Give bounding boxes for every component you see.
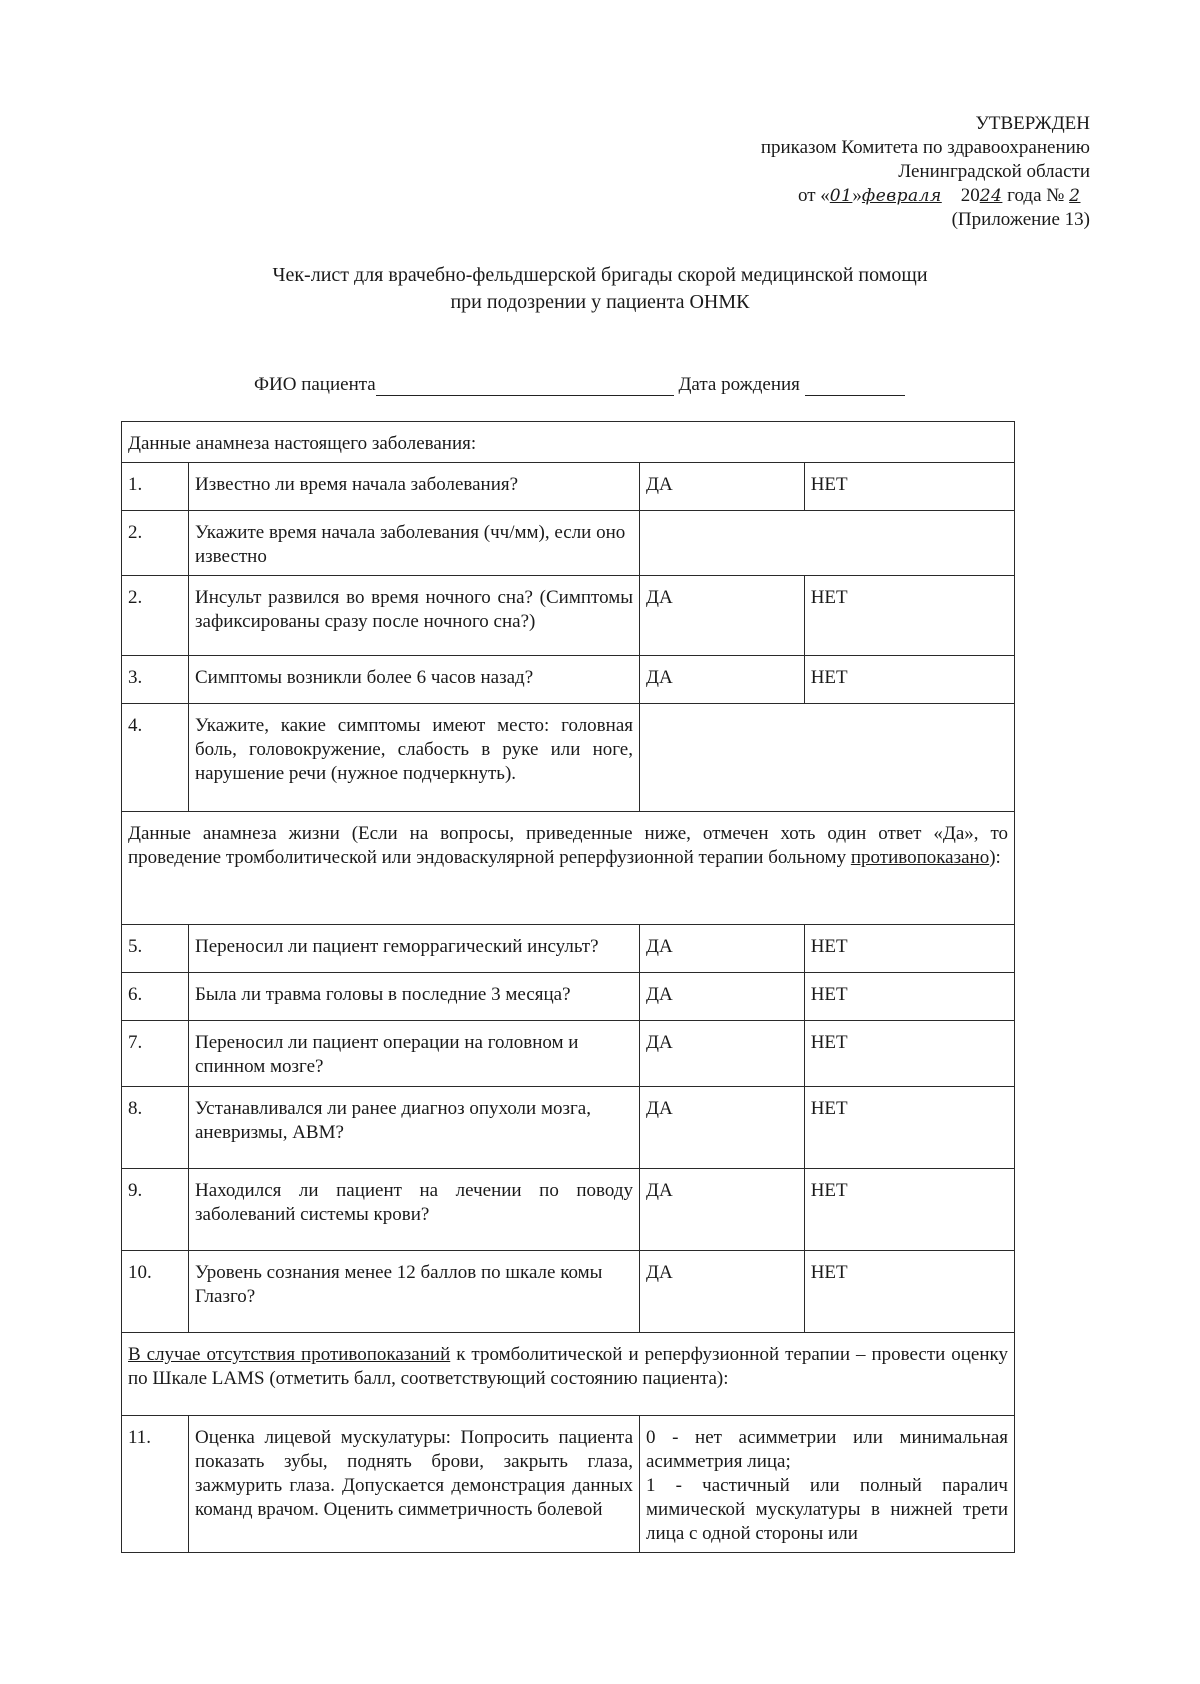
checklist-table bbox=[121, 421, 1015, 1553]
question-text: Укажите, какие симптомы имеют место: головная боль, головокружение, слабость в руке или ноге, нарушение речи (нужное подчеркнуть). bbox=[189, 704, 640, 812]
answer-no[interactable]: НЕТ bbox=[804, 973, 1014, 1021]
row-number: 4. bbox=[122, 704, 189, 812]
row-number: 7. bbox=[122, 1021, 189, 1087]
date-month-handwritten: февраля bbox=[861, 186, 942, 206]
question-text: Симптомы возникли более 6 часов назад? bbox=[189, 656, 640, 704]
section-heading-current-illness: Данные анамнеза настоящего заболевания: bbox=[122, 422, 1015, 463]
answer-no[interactable]: НЕТ bbox=[804, 576, 1014, 656]
section-heading-row bbox=[122, 812, 1015, 925]
order-number-handwritten: 2 bbox=[1069, 186, 1081, 206]
title-line-2: при подозрении у пациента ОНМК bbox=[450, 291, 750, 313]
row-number: 6. bbox=[122, 973, 189, 1021]
symptoms-entry-cell[interactable] bbox=[640, 704, 1015, 812]
answer-yes[interactable]: ДА bbox=[640, 973, 805, 1021]
no-contraindications-underlined: В случае отсутствия противопоказаний bbox=[128, 1344, 451, 1365]
section-heading-row bbox=[122, 1333, 1015, 1416]
lams-option-0[interactable]: 0 - нет асимметрии или минимальная асимметрия лица; bbox=[646, 1427, 1008, 1472]
table-row bbox=[122, 656, 1015, 704]
lams-instruction: к тромболитической и реперфузионной терапии – провести оценку по Шкале LAMS (отметить балл, соответствующий состоянию пациента): bbox=[128, 1344, 1008, 1389]
row-number: 2. bbox=[122, 576, 189, 656]
row-number: 8. bbox=[122, 1087, 189, 1169]
table-row bbox=[122, 1251, 1015, 1333]
answer-yes[interactable]: ДА bbox=[640, 925, 805, 973]
question-text: Переносил ли пациент операции на головном и спинном мозге? bbox=[189, 1021, 640, 1087]
approval-title: УТВЕРЖДЕН bbox=[975, 113, 1090, 134]
answer-no[interactable]: НЕТ bbox=[804, 1169, 1014, 1251]
answer-yes[interactable]: ДА bbox=[640, 1021, 805, 1087]
table-row bbox=[122, 1416, 1015, 1553]
table-row bbox=[122, 463, 1015, 511]
answer-yes[interactable]: ДА bbox=[640, 463, 805, 511]
section-heading-life-history bbox=[122, 812, 1015, 925]
approval-appendix: (Приложение 13) bbox=[951, 209, 1090, 230]
table-row bbox=[122, 704, 1015, 812]
table-row bbox=[122, 511, 1015, 576]
row-number: 11. bbox=[122, 1416, 189, 1553]
answer-no[interactable]: НЕТ bbox=[804, 463, 1014, 511]
life-history-text: Данные анамнеза жизни (Если на вопросы, приведенные ниже, отмечен хоть один ответ «Да», то проведение тромболитической или эндоваскулярной реперфузионной терапии больному bbox=[128, 823, 1008, 868]
answer-yes[interactable]: ДА bbox=[640, 1251, 805, 1333]
question-text: Переносил ли пациент геморрагический инсульт? bbox=[189, 925, 640, 973]
patient-name-field[interactable] bbox=[376, 375, 674, 396]
lams-question-text: Оценка лицевой мускулатуры: Попросить пациента показать зубы, поднять брови, закрыть глаза, зажмурить глаза. Допускается демонстрация данных команд врачом. Оценить симметричность болевой bbox=[189, 1416, 640, 1553]
table-row bbox=[122, 925, 1015, 973]
answer-no[interactable]: НЕТ bbox=[804, 1087, 1014, 1169]
title-line-1: Чек-лист для врачебно-фельдшерской бригады скорой медицинской помощи bbox=[272, 264, 928, 286]
date-prefix: от « bbox=[797, 185, 830, 206]
question-text: Находился ли пациент на лечении по поводу заболеваний системы крови? bbox=[189, 1169, 640, 1251]
document-title bbox=[0, 262, 1200, 316]
table-row bbox=[122, 973, 1015, 1021]
row-number: 1. bbox=[122, 463, 189, 511]
question-text: Устанавливался ли ранее диагноз опухоли мозга, аневризмы, АВМ? bbox=[189, 1087, 640, 1169]
question-text: Была ли травма головы в последние 3 месяца? bbox=[189, 973, 640, 1021]
date-mid: » bbox=[852, 185, 862, 206]
approval-stamp bbox=[761, 112, 1090, 232]
answer-no[interactable]: НЕТ bbox=[804, 656, 1014, 704]
answer-yes[interactable]: ДА bbox=[640, 576, 805, 656]
answer-no[interactable]: НЕТ bbox=[804, 1021, 1014, 1087]
patient-info-line bbox=[254, 374, 905, 396]
lams-option-1[interactable]: 1 - частичный или полный паралич мимической мускулатуры в нижней трети лица с одной стороны или bbox=[646, 1475, 1008, 1544]
birth-date-field[interactable] bbox=[805, 375, 905, 396]
contraindicated-underlined: противопоказано bbox=[850, 847, 990, 868]
table-row bbox=[122, 1021, 1015, 1087]
section-heading-row bbox=[122, 422, 1015, 463]
answer-no[interactable]: НЕТ bbox=[804, 925, 1014, 973]
question-text: Укажите время начала заболевания (чч/мм), если оно известно bbox=[189, 511, 640, 576]
date-day-handwritten: 01 bbox=[829, 186, 853, 206]
section-heading-lams bbox=[122, 1333, 1015, 1416]
approval-date-line bbox=[761, 184, 1090, 208]
date-year-handwritten: 24 bbox=[979, 186, 1003, 206]
patient-name-label: ФИО пациента bbox=[254, 374, 376, 395]
row-number: 2. bbox=[122, 511, 189, 576]
table-row bbox=[122, 1087, 1015, 1169]
table-row bbox=[122, 576, 1015, 656]
row-number: 10. bbox=[122, 1251, 189, 1333]
answer-no[interactable]: НЕТ bbox=[804, 1251, 1014, 1333]
time-entry-cell[interactable] bbox=[640, 511, 1015, 576]
birth-date-label: Дата рождения bbox=[678, 374, 800, 395]
date-year-prefix: 20 bbox=[960, 185, 980, 206]
approval-region: Ленинградской области bbox=[898, 161, 1090, 182]
answer-yes[interactable]: ДА bbox=[640, 1087, 805, 1169]
question-text: Уровень сознания менее 12 баллов по шкале комы Глазго? bbox=[189, 1251, 640, 1333]
approval-order-issuer: приказом Комитета по здравоохранению bbox=[760, 137, 1090, 158]
answer-yes[interactable]: ДА bbox=[640, 1169, 805, 1251]
date-year-word: года № bbox=[1007, 185, 1065, 206]
table-row bbox=[122, 1169, 1015, 1251]
row-number: 5. bbox=[122, 925, 189, 973]
question-text: Инсульт развился во время ночного сна? (Симптомы зафиксированы сразу после ночного сна?) bbox=[189, 576, 640, 656]
question-text: Известно ли время начала заболевания? bbox=[189, 463, 640, 511]
row-number: 9. bbox=[122, 1169, 189, 1251]
lams-answer-options bbox=[640, 1416, 1015, 1553]
answer-yes[interactable]: ДА bbox=[640, 656, 805, 704]
life-history-end: ): bbox=[989, 847, 1001, 868]
row-number: 3. bbox=[122, 656, 189, 704]
